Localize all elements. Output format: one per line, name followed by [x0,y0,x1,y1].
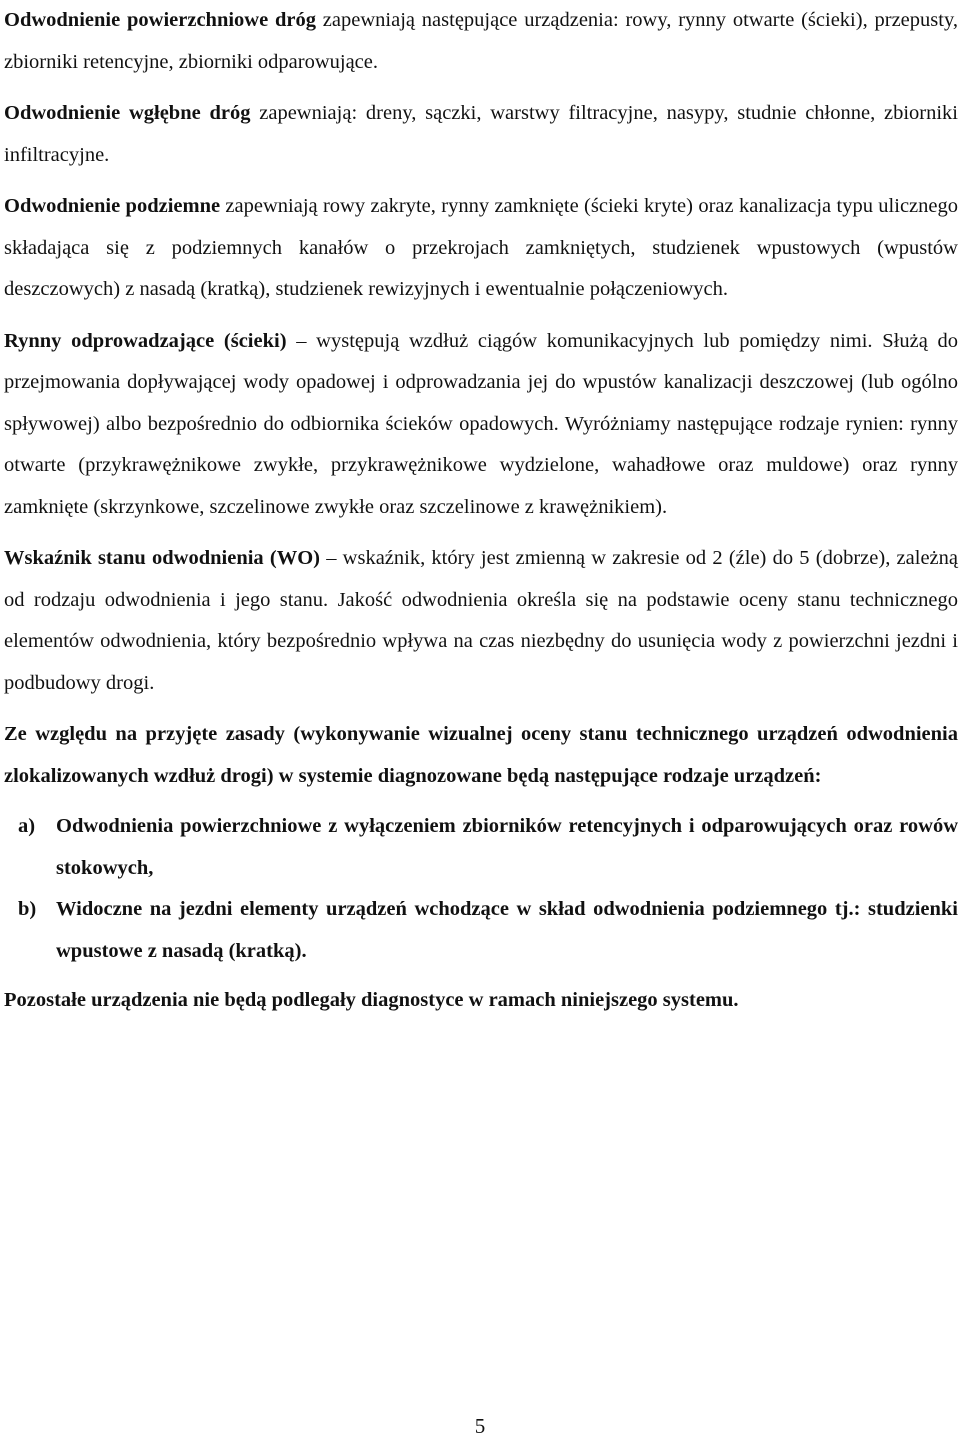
term-gutters: Rynny odprowadzające (ścieki) [4,329,287,352]
document-body [4,0,958,1032]
definition-drainage-index: – wskaźnik, który jest zmienną w zakresie od 2 (źle) do 5 (dobrze), zależną od rodzaju odwodnienia i jego stanu. Jakość odwodnienia określa się na podstawie oceny stanu technicznego elementów odwodnienia, który bezpośrednio wpływa na czas niezbędny do usunięcia wody z powierzchni jezdni i podbudowy drogi. [4,547,958,694]
list-marker: a) [18,815,36,837]
list-item [4,806,958,889]
term-drainage-index: Wskaźnik stanu odwodnienia (WO) [4,547,320,569]
list-item [4,889,958,972]
paragraph-scope-intro: Ze względu na przyjęte zasady (wykonywanie wizualnej oceny stanu technicznego urządzeń odwodnienia zlokalizowanych wzdłuż drogi) w systemie diagnozowane będą następujące rodzaje urządzeń: [4,723,958,787]
paragraph-underground-drainage [4,186,958,311]
list-marker: b) [18,898,37,920]
definition-underground-drainage: zapewniają rowy zakryte, rynny zamknięte (ścieki kryte) oraz kanalizacja typu ulicznego składająca się z podziemnych kanałów o przekrojach zamkniętych, studzienek wpustowych (wpustów deszczowych) z nasadą (kratką), studzienek rewizyjnych i ewentualnie połączeniowych. [4,195,958,300]
definition-surface-drainage: zapewniają następujące urządzenia: rowy, rynny otwarte (ścieki), przepusty, zbiorniki retencyjne, zbiorniki odparowujące. [4,9,958,73]
list-item-text: Odwodnienia powierzchniowe z wyłączeniem zbiorników retencyjnych i odparowujących oraz rowów stokowych, [56,815,958,879]
paragraph-subsurface-drainage [4,93,958,176]
list-item-text: Widoczne na jezdni elementy urządzeń wchodzące w skład odwodnienia podziemnego tj.: studzienki wpustowe z nasadą (kratką). [56,898,958,962]
paragraph-drainage-index [4,538,958,704]
definition-gutters: – występują wzdłuż ciągów komunikacyjnych lub pomiędzy nimi. Służą do przejmowania dopływającej wody opadowej i odprowadzania jej do wpustów kanalizacji deszczowej (lub ogólno spływowej) albo bezpośrednio do odbiornika ścieków opadowych. Wyróżniamy następujące rodzaje rynien: rynny otwarte (przykrawężnikowe zwykłe, przykrawężnikowe wydzielone, wahadłowe oraz muldowe) oraz rynny zamknięte (skrzynkowe, szczelinowe zwykłe oraz szczelinowe z krawężnikiem). [4,329,958,518]
term-subsurface-drainage: Odwodnienie wgłębne dróg [4,102,251,124]
term-surface-drainage: Odwodnienie powierzchniowe dróg [4,9,316,31]
paragraph-gutters [4,321,958,529]
paragraph-surface-drainage [4,0,958,83]
device-type-list [4,806,958,972]
page-number: 5 [474,1414,486,1438]
paragraph-closing: Pozostałe urządzenia nie będą podlegały diagnostyce w ramach niniejszego systemu. [4,989,739,1011]
definition-subsurface-drainage: zapewniają: dreny, sączki, warstwy filtracyjne, nasypy, studnie chłonne, zbiorniki infiltracyjne. [4,102,958,166]
term-underground-drainage: Odwodnienie podziemne [4,195,221,217]
